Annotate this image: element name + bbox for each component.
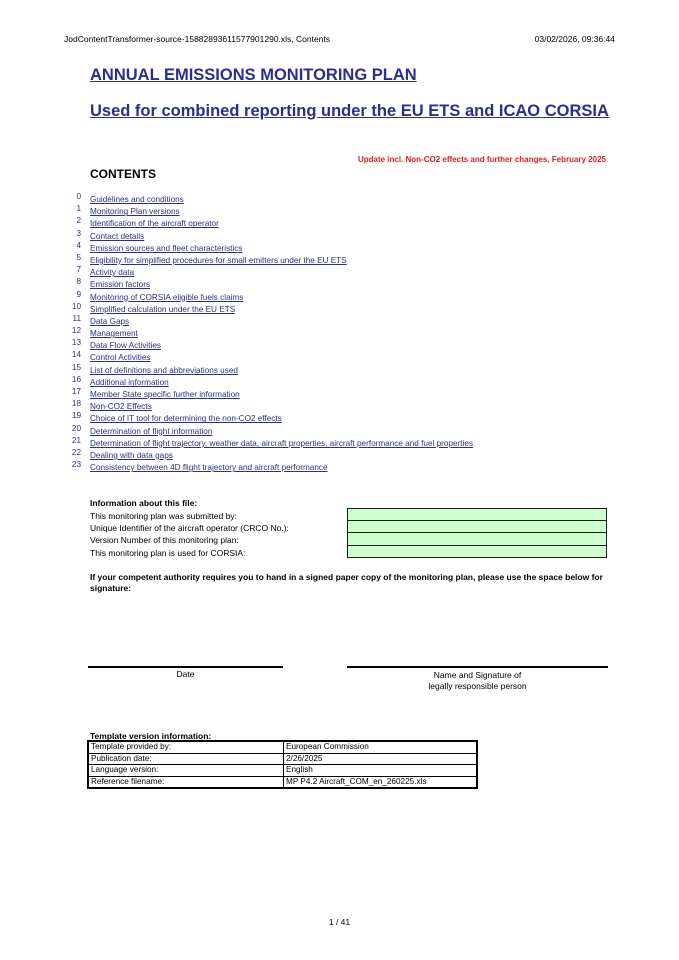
toc-link[interactable]: Activity data <box>90 268 135 278</box>
toc-link[interactable]: Dealing with data gaps <box>90 450 173 460</box>
table-row <box>89 753 477 765</box>
toc-number: 2 <box>76 216 81 226</box>
toc-link[interactable]: Member State specific further information <box>90 390 240 399</box>
toc-link[interactable]: Simplified calculation under the EU ETS <box>90 304 236 314</box>
toc-link[interactable]: Guidelines and conditions <box>90 195 184 204</box>
contents-heading: CONTENTS <box>90 167 156 181</box>
toc-link[interactable]: Choice of IT tool for determining the non-CO2 effects <box>90 414 282 424</box>
toc-link[interactable]: Additional information <box>90 377 169 387</box>
toc-number: 8 <box>76 277 81 287</box>
toc-number: 9 <box>76 289 81 299</box>
signature-instructions: If your competent authority requires you to hand in a signed paper copy of the monitoring plan, please use the space below for signature: <box>90 572 603 593</box>
table-key: Template provided by: <box>89 742 284 754</box>
print-datetime: 03/02/2026, 09:36:44 <box>534 34 615 44</box>
template-info-heading: Template version information: <box>90 731 212 741</box>
table-row <box>89 776 477 788</box>
toc-number: 16 <box>71 374 81 384</box>
info-label-version: Version Number of this monitoring plan: <box>90 535 239 546</box>
table-row <box>89 765 477 777</box>
info-input-cells <box>347 508 607 558</box>
toc-number: 10 <box>71 301 81 311</box>
toc-number: 20 <box>71 423 81 433</box>
toc-number: 11 <box>72 313 81 323</box>
page-title: ANNUAL EMISSIONS MONITORING PLAN <box>90 66 417 84</box>
info-label-submitted-by: This monitoring plan was submitted by: <box>90 511 237 521</box>
info-labels <box>90 510 289 559</box>
page-number: 1 / 41 <box>328 917 351 927</box>
table-value: English <box>284 765 477 777</box>
toc-number: 19 <box>71 411 81 421</box>
version-number-input[interactable] <box>347 533 607 545</box>
template-info-table <box>88 741 477 788</box>
update-note: Update incl. Non-CO2 effects and further changes, February 2025 <box>357 155 606 164</box>
toc-number: 15 <box>71 362 81 372</box>
table-value: European Commission <box>284 742 477 754</box>
name-signature-label-line1: Name and Signature of <box>433 670 522 680</box>
corsia-usage-input[interactable] <box>347 546 607 558</box>
toc-link[interactable]: Contact details <box>90 231 145 241</box>
toc-link[interactable]: Determination of flight trajectory, weather data, aircraft properties, aircraft performance and fuel properties <box>90 438 474 448</box>
info-label-corsia: This monitoring plan is used for CORSIA: <box>90 547 246 558</box>
toc-link[interactable]: Data Gaps <box>90 316 130 326</box>
toc-link[interactable]: Eligibility for simplified procedures for small emitters under the EU ETS <box>90 255 347 265</box>
crco-number-input[interactable] <box>347 521 607 533</box>
toc-number: 12 <box>71 326 81 336</box>
file-title: JodContentTransformer-source-15882893611577901290.xls, Contents <box>64 34 331 44</box>
table-row <box>89 742 477 754</box>
toc-number: 13 <box>71 338 81 348</box>
toc-number: 5 <box>76 252 81 262</box>
name-signature-label-line2: legally responsible person <box>428 681 527 691</box>
toc-link[interactable]: Identification of the aircraft operator <box>90 219 219 229</box>
date-label: Date <box>176 669 195 679</box>
date-signature-line <box>88 666 283 668</box>
toc-number: 18 <box>71 399 81 409</box>
toc-link[interactable]: Management <box>90 329 138 339</box>
table-value: MP P4.2 Aircraft_COM_en_260225.xls <box>284 776 477 788</box>
toc-link[interactable]: Control Activities <box>90 353 151 363</box>
toc-number: 4 <box>76 240 81 250</box>
toc-number: 3 <box>76 228 81 238</box>
toc-number: 0 <box>76 192 81 201</box>
toc-link[interactable]: Monitoring of CORSIA eligible fuels claims <box>90 292 244 302</box>
submitted-by-input[interactable] <box>347 508 607 521</box>
info-label-crco: Unique Identifier of the aircraft operator (CRCO No.): <box>90 523 289 534</box>
toc-number: 14 <box>71 350 81 360</box>
table-value: 2/26/2025 <box>284 753 477 765</box>
table-key: Language version: <box>89 765 284 777</box>
name-signature-label <box>347 670 608 692</box>
toc-link[interactable]: Emission factors <box>90 280 151 290</box>
toc-number: 1 <box>76 204 81 214</box>
name-signature-line <box>347 666 608 668</box>
page-subtitle: Used for combined reporting under the EU ETS and ICAO CORSIA <box>90 102 609 120</box>
table-key: Reference filename: <box>89 776 284 788</box>
toc-number: 23 <box>71 460 81 470</box>
toc-link[interactable]: Emission sources and fleet characteristics <box>90 243 243 253</box>
toc-link[interactable]: List of definitions and abbreviations used <box>90 365 238 375</box>
toc-link[interactable]: Determination of flight information <box>90 426 213 436</box>
toc-link[interactable]: Monitoring Plan versions <box>90 207 180 217</box>
toc-number: 21 <box>71 435 81 445</box>
toc-link[interactable]: Data Flow Activities <box>90 341 161 351</box>
toc-link[interactable]: Consistency between 4D flight trajectory and aircraft performance <box>90 463 328 473</box>
info-heading: Information about this file: <box>90 498 198 508</box>
table-key: Publication date: <box>89 753 284 765</box>
toc-number: 7 <box>76 265 81 275</box>
toc-link[interactable]: Non-CO2 Effects <box>90 402 152 412</box>
toc-number: 17 <box>71 387 81 396</box>
toc-number: 22 <box>71 447 81 457</box>
